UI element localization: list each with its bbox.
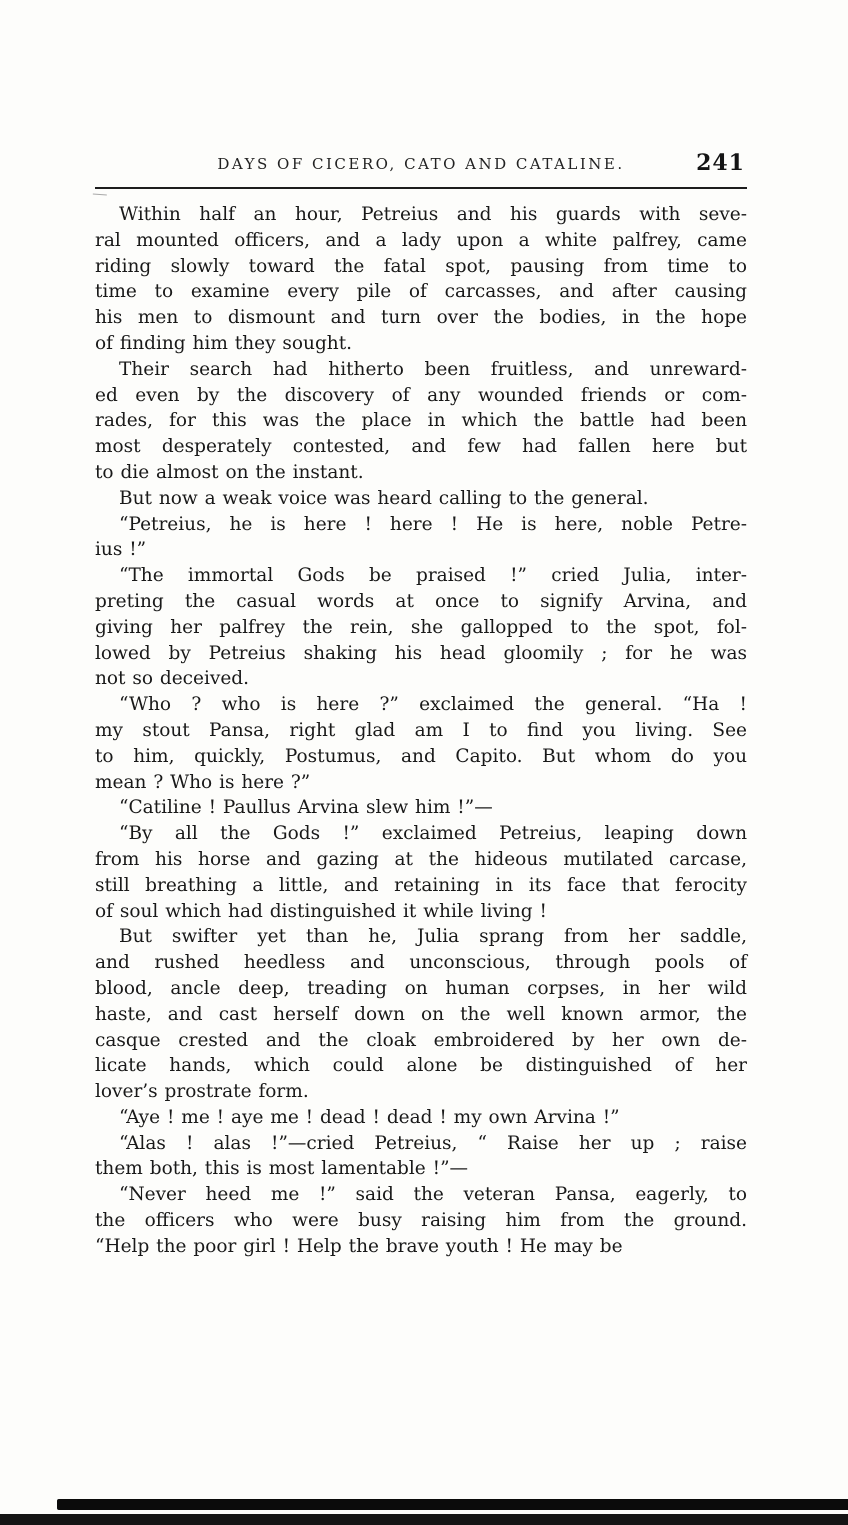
paragraph [95, 563, 747, 692]
text-line: But now a weak voice was heard calling to the general. [119, 487, 649, 509]
paragraph [95, 1131, 747, 1183]
text-line: of finding him they sought. [95, 332, 353, 354]
scan-edge-artifact [57, 1499, 848, 1510]
header-rule [95, 187, 747, 189]
text-line: “The immortal Gods be praised !” cried Julia, inter- [119, 565, 747, 587]
paragraph [95, 821, 747, 924]
paragraph [95, 692, 747, 795]
text-line: riding slowly toward the fatal spot, pausing from time to [95, 255, 747, 277]
text-line: “By all the Gods !” exclaimed Petreius, leaping down [119, 823, 747, 845]
paragraph [95, 795, 747, 821]
paragraph [95, 357, 747, 486]
text-line: from his horse and gazing at the hideous mutilated carcase, [95, 848, 747, 870]
text-line: licate hands, which could alone be distinguished of her [95, 1055, 747, 1077]
text-line: Their search had hitherto been fruitless, and unreward- [119, 358, 747, 380]
scan-bottom-edge [0, 1514, 848, 1525]
text-line: and rushed heedless and unconscious, through pools of [95, 952, 747, 974]
text-line: haste, and cast herself down on the well known armor, the [95, 1003, 747, 1025]
text-line: casque crested and the cloak embroidered by her own de- [95, 1029, 747, 1051]
page-content [95, 150, 747, 1260]
paragraph [95, 1182, 747, 1259]
text-line: ius !” [95, 539, 147, 561]
text-line: my stout Pansa, right glad am I to find you living. See [95, 719, 747, 741]
text-line: his men to dismount and turn over the bodies, in the hope [95, 307, 747, 329]
text-line: them both, this is most lamentable !”— [95, 1158, 469, 1180]
text-line: lover’s prostrate form. [95, 1081, 309, 1103]
text-line: “Catiline ! Paullus Arvina slew him !”— [119, 797, 493, 819]
text-line: to him, quickly, Postumus, and Capito. But whom do you [95, 745, 747, 767]
running-head [95, 150, 747, 180]
text-line: giving her palfrey the rein, she gallopped to the spot, fol- [95, 616, 747, 638]
text-line: time to examine every pile of carcasses, and after causing [95, 281, 747, 303]
text-line: “Petreius, he is here ! here ! He is here, noble Petre- [119, 513, 747, 535]
text-line: But swifter yet than he, Julia sprang from her saddle, [119, 926, 747, 948]
text-line: preting the casual words at once to signify Arvina, and [95, 590, 747, 612]
paragraph [95, 1105, 747, 1131]
text-line: “Never heed me !” said the veteran Pansa, eagerly, to [119, 1184, 747, 1206]
text-line: “Aye ! me ! aye me ! dead ! dead ! my own Arvina !” [119, 1106, 620, 1128]
text-line: lowed by Petreius shaking his head gloomily ; for he was [95, 642, 747, 664]
text-line: ral mounted officers, and a lady upon a white palfrey, came [95, 229, 747, 251]
text-line: rades, for this was the place in which the battle had been [95, 410, 747, 432]
text-line: to die almost on the instant. [95, 461, 364, 483]
text-line: of soul which had distinguished it while living ! [95, 900, 547, 922]
paragraph [95, 924, 747, 1105]
text-line: mean ? Who is here ?” [95, 771, 311, 793]
text-line: Within half an hour, Petreius and his guards with seve- [119, 204, 747, 225]
text-line: “Who ? who is here ?” exclaimed the general. “Ha ! [119, 694, 747, 716]
paragraph [95, 486, 747, 512]
running-title: DAYS OF CICERO, CATO AND CATALINE. [217, 155, 625, 173]
text-line: “Help the poor girl ! Help the brave youth ! He may be [95, 1235, 623, 1257]
page-body [95, 202, 747, 1260]
text-line: most desperately contested, and few had fallen here but [95, 436, 747, 458]
text-line: ed even by the discovery of any wounded friends or com- [95, 384, 747, 406]
text-line: still breathing a little, and retaining in its face that ferocity [95, 874, 747, 896]
text-line: the officers who were busy raising him from the ground. [95, 1210, 747, 1232]
text-line: “Alas ! alas !”—cried Petreius, “ Raise her up ; raise [119, 1132, 747, 1154]
page-number: 241 [696, 150, 745, 176]
paragraph [95, 512, 747, 564]
text-line: blood, ancle deep, treading on human corpses, in her wild [95, 977, 747, 999]
paragraph [95, 202, 747, 357]
text-line: not so deceived. [95, 668, 250, 690]
